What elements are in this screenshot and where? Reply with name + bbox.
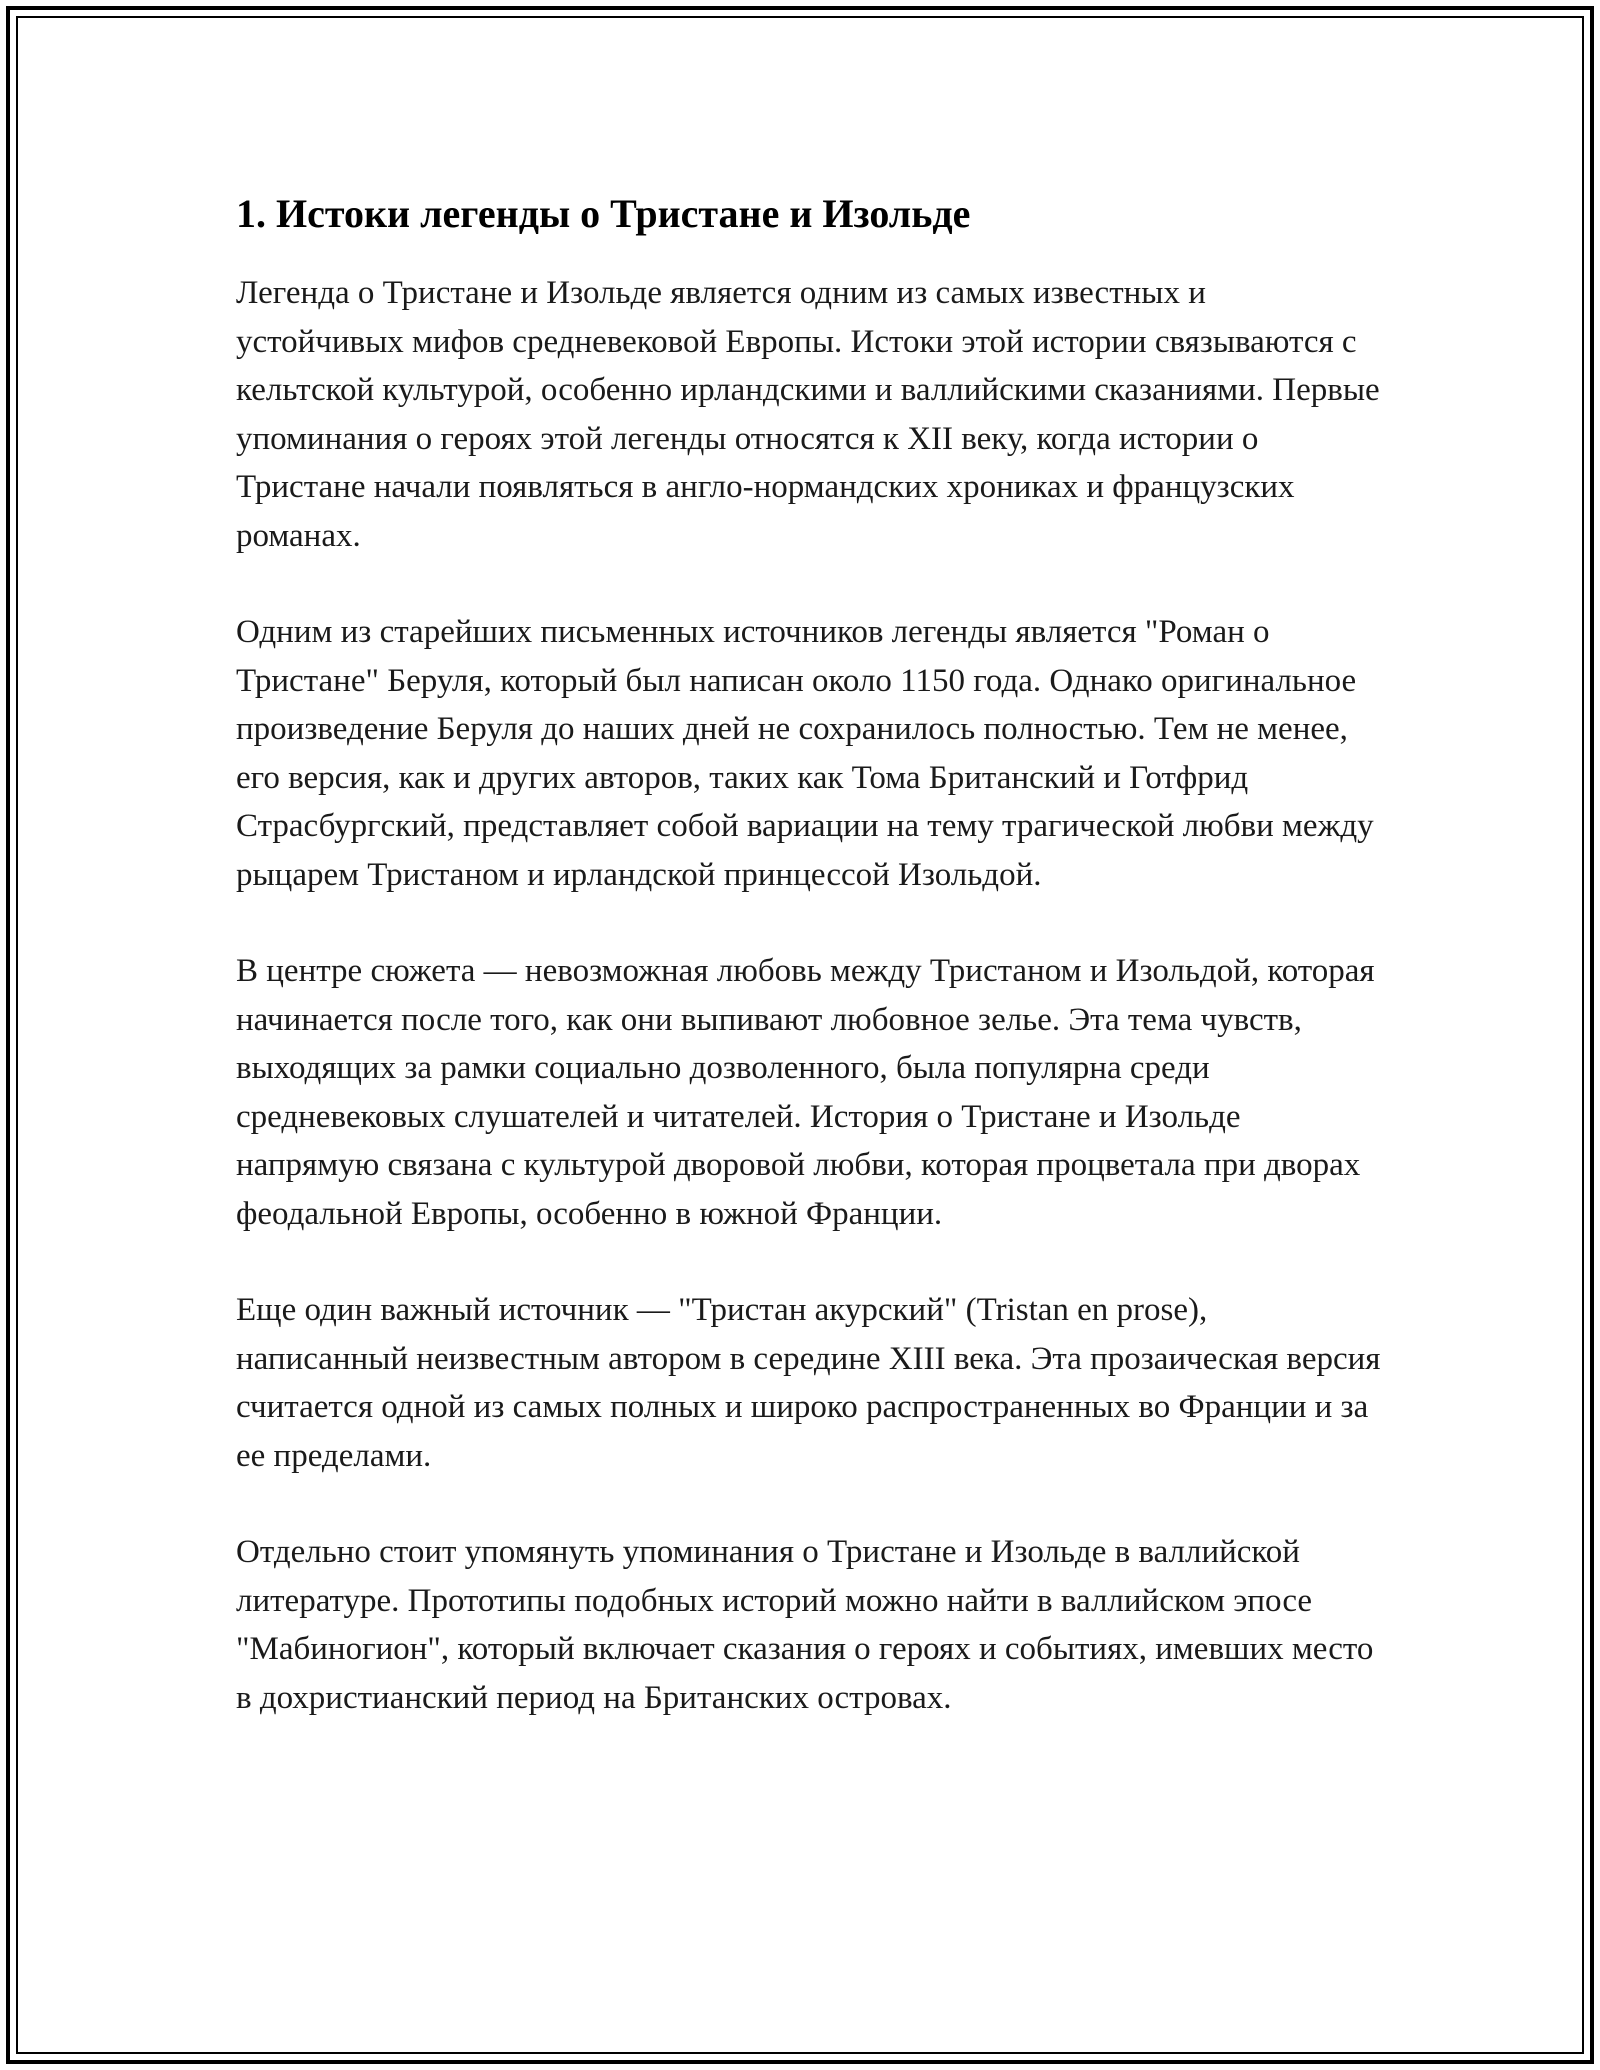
paragraph-origins: Легенда о Тристане и Изольде является одним из самых известных и устойчивых мифов средневековой Европы. Истоки этой истории связываются с кельтской культурой, особенно ирландскими и валлийскими сказаниями. Первые упоминания о героях этой легенды относятся к XII веку, когда истории о Тристане начали появляться в англо-нормандских хрониках и французских романах. [236,275,1380,554]
paragraph-welsh-literature: Отдельно стоит упомянуть упоминания о Тристане и Изольде в валлийской литературе. Прототипы подобных историй можно найти в валлийском эпосе "Мабиногион", который включает сказания о героях и событиях, имевших место в дохристианский период на Британских островах. [236,1534,1374,1716]
paragraph-beroul: Одним из старейших письменных источников легенды является "Роман о Тристане" Беруля, который был написан около 1150 года. Однако оригинальное произведение Беруля до наших дней не сохранилось полностью. Тем не менее, его версия, как и других авторов, таких как Тома Британский и Готфрид Страсбургский, представляет собой вариации на тему трагической любви между рыцарем Тристаном и ирландской принцессой Изольдой. [236,614,1374,893]
section-heading: 1. Истоки легенды о Тристане и Изольде [236,191,971,236]
paragraph-prose-tristan: Еще один важный источник — "Тристан акурский" (Tristan en prose), написанный неизвестным автором в середине XIII века. Эта прозаическая версия считается одной из самых полных и широко распространенных во Франции и за ее пределами. [236,1292,1381,1474]
document-body [236,184,1381,1770]
paragraph-plot: В центре сюжета — невозможная любовь между Тристаном и Изольдой, которая начинается после того, как они выпивают любовное зелье. Эта тема чувств, выходящих за рамки социально дозволенного, была популярна среди средневековых слушателей и читателей. История о Тристане и Изольде напрямую связана с культурой дворовой любви, которая процветала при дворах феодальной Европы, особенно в южной Франции. [236,953,1375,1232]
